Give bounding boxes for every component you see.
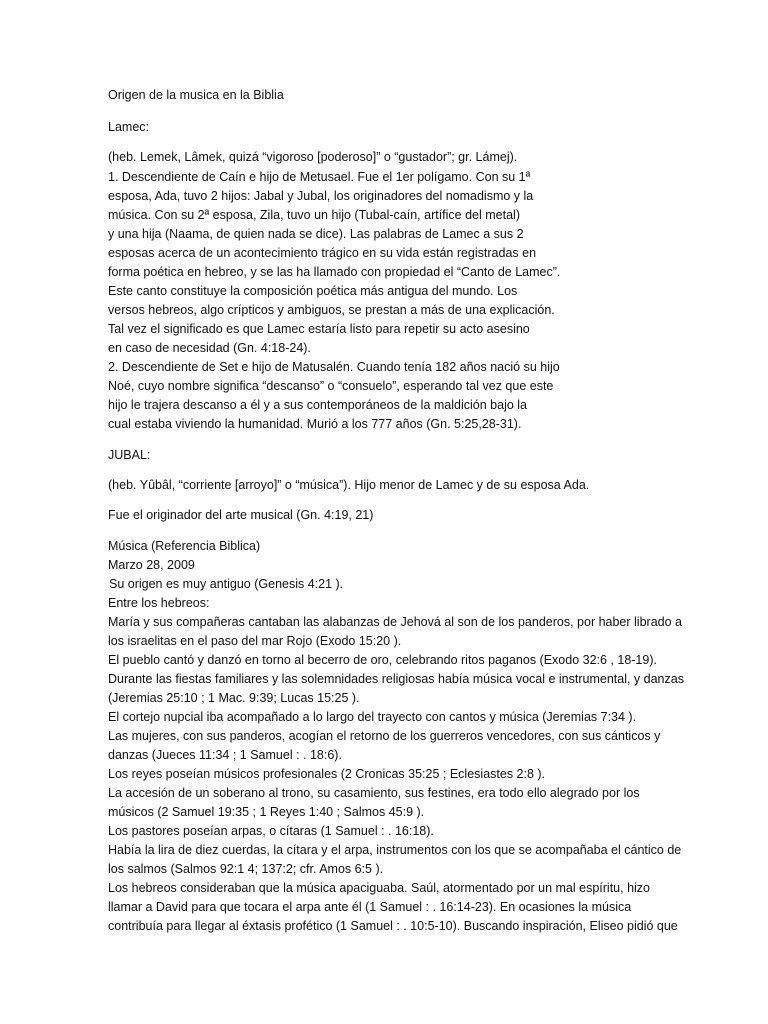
paragraph-line: Entre los hebreos: xyxy=(108,596,210,610)
paragraph-line: El pueblo cantó y danzó en torno al becerro de oro, celebrando ritos paganos (Exodo 32:6 , 18-19). xyxy=(108,653,657,667)
paragraph-line: 2. Descendiente de Set e hijo de Matusalén. Cuando tenía 182 años nació su hijo xyxy=(108,360,560,374)
paragraph-line: esposas acerca de un acontecimiento trágico en su vida están registradas en xyxy=(108,246,537,260)
paragraph-line: y una hija (Naama, de quien nada se dice). Las palabras de Lamec a sus 2 xyxy=(108,227,524,241)
paragraph-line: danzas (Jueces 11:34 ; 1 Samuel : . 18:6). xyxy=(108,748,342,762)
paragraph-line: María y sus compañeras cantaban las alabanzas de Jehová al son de los panderos, por haber librado a xyxy=(108,615,682,629)
paragraph-line: Su origen es muy antiguo (Genesis 4:21 ). xyxy=(109,577,344,591)
paragraph-line: Los hebreos consideraban que la música apaciguaba. Saúl, atormentado por un mal espíritu, hizo xyxy=(108,881,651,895)
paragraph-line: Había la lira de diez cuerdas, la cítara y el arpa, instrumentos con los que se acompañaba el cántico de xyxy=(108,843,682,857)
paragraph-line: 1. Descendiente de Caín e hijo de Metusael. Fue el 1er polígamo. Con su 1ª xyxy=(108,170,531,184)
paragraph-line: Tal vez el significado es que Lamec estaría listo para repetir su acto asesino xyxy=(108,322,530,336)
paragraph-line: El cortejo nupcial iba acompañado a lo largo del trayecto con cantos y música (Jeremias 7:34 ). xyxy=(108,710,637,724)
paragraph-line: los salmos (Salmos 92:1 4; 137:2; cfr. Amos 6:5 ). xyxy=(108,862,384,876)
paragraph-line: llamar a David para que tocara el arpa ante él (1 Samuel : . 16:14-23). En ocasiones la música xyxy=(108,900,632,914)
section-heading-musica: Música (Referencia Biblica) xyxy=(108,539,261,553)
paragraph-line: Los pastores poseían arpas, o cítaras (1 Samuel : . 16:18). xyxy=(108,824,434,838)
date-line: Marzo 28, 2009 xyxy=(108,558,195,572)
section-heading-jubal: JUBAL: xyxy=(108,448,151,462)
paragraph-line: hijo le trajera descanso a él y a sus contemporáneos de la maldición bajo la xyxy=(108,398,527,412)
paragraph-line: contribuía para llegar al éxtasis profético (1 Samuel : . 10:5-10). Buscando inspiración, Eliseo pidió que xyxy=(108,919,678,933)
paragraph-line: los israelitas en el paso del mar Rojo (Exodo 15:20 ). xyxy=(108,634,402,648)
paragraph-line: en caso de necesidad (Gn. 4:18-24). xyxy=(108,341,311,355)
paragraph-line: música. Con su 2ª esposa, Zila, tuvo un hijo (Tubal-caín, artífice del metal) xyxy=(108,208,520,222)
section-heading-lamec: Lamec: xyxy=(108,120,149,134)
paragraph-line: Los reyes poseían músicos profesionales (2 Cronicas 35:25 ; Eclesiastes 2:8 ). xyxy=(108,767,546,781)
paragraph-line: (Jeremias 25:10 ; 1 Mac. 9:39; Lucas 15:25 ). xyxy=(108,691,360,705)
paragraph-line: forma poética en hebreo, y se las ha llamado con propiedad el “Canto de Lamec”. xyxy=(108,265,561,279)
paragraph-line: La accesión de un soberano al trono, su casamiento, sus festines, era todo ello alegrado por los xyxy=(108,786,640,800)
paragraph-line: esposa, Ada, tuvo 2 hijos: Jabal y Jubal, los originadores del nomadismo y la xyxy=(108,189,534,203)
paragraph-line: Noé, cuyo nombre significa “descanso” o “consuelo”, esperando tal vez que este xyxy=(108,379,554,393)
paragraph-line: versos hebreos, algo crípticos y ambiguos, se prestan a más de una explicación. xyxy=(108,303,555,317)
paragraph-line: cual estaba viviendo la humanidad. Murió a los 777 años (Gn. 5:25,28-31). xyxy=(108,417,522,431)
document-title: Origen de la musica en la Biblia xyxy=(108,88,284,102)
paragraph-line: Fue el originador del arte musical (Gn. 4:19, 21) xyxy=(108,508,374,522)
paragraph-line: (heb. Lemek, Lâmek, quizá “vigoroso [poderoso]” o “gustador”; gr. Lámej). xyxy=(108,150,518,164)
paragraph-line: Este canto constituye la composición poética más antigua del mundo. Los xyxy=(108,284,518,298)
paragraph-line: Las mujeres, con sus panderos, acogían el retorno de los guerreros vencedores, con sus cánticos y xyxy=(108,729,661,743)
paragraph-line: músicos (2 Samuel 19:35 ; 1 Reyes 1:40 ; Salmos 45:9 ). xyxy=(108,805,425,819)
paragraph-line: (heb. Yûbâl, “corriente [arroyo]” o “música”). Hijo menor de Lamec y de su esposa Ada. xyxy=(108,478,590,492)
paragraph-line: Durante las fiestas familiares y las solemnidades religiosas había música vocal e instrumental, y danzas xyxy=(108,672,684,686)
